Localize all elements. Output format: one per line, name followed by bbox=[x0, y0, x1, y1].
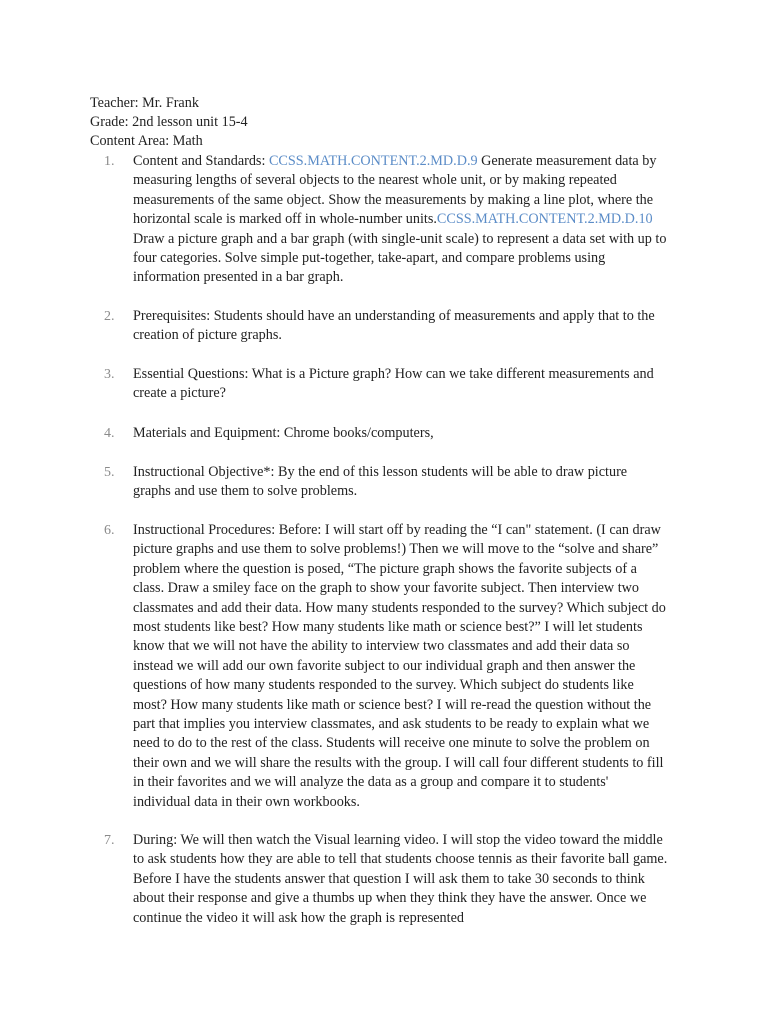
item-label: Content and Standards: bbox=[133, 153, 269, 169]
item-number: 4. bbox=[104, 426, 115, 441]
item-number: 3. bbox=[104, 367, 115, 382]
list-item-essential-questions bbox=[90, 365, 670, 404]
item-number: 5. bbox=[104, 465, 115, 480]
item-text: Instructional Objective*: By the end of this lesson students will be able to draw picture graphs and use them to solve problems. bbox=[133, 464, 628, 500]
standard-link-md-d-10[interactable]: CCSS.MATH.CONTENT.2.MD.D.10 bbox=[436, 211, 653, 228]
list-item-during bbox=[90, 831, 670, 928]
standard-text-md-d-10: Draw a picture graph and a bar graph (with single-unit scale) to represent a data set with up to four categories. Solve simple put-together, take-apart, and compare problems using information presented in a bar graph. bbox=[133, 230, 667, 286]
item-number: 7. bbox=[104, 833, 115, 848]
list-item-prerequisites bbox=[90, 307, 670, 346]
list-item-materials bbox=[90, 424, 670, 443]
item-number: 1. bbox=[104, 154, 115, 169]
item-text: Materials and Equipment: Chrome books/computers, bbox=[133, 425, 434, 441]
item-text: Instructional Procedures: Before: I will start off by reading the “I can" statement. (I can draw picture graphs and use them to solve problems!) Then we will move to the “solve and share” problem where the question is posed, “The picture graph shows the favorite subjects of a class. Draw a smiley face on the graph to show your favorite subject. Then interview two classmates and add their data. How many students responded to the survey? Which subject do most students like best? How many students like math or science best?” I will let students know that we will not have the ability to interview two classmates and add their data so instead we will add our own favorite subject to our individual graph and then answer the questions of how many students responded to the survey. Which subject do students like most? How many students like math or science best? I will re-read the question without the part that implies you interview classmates, and ask students to be ready to explain what we need to do to the rest of the class. Students will receive one minute to solve the problem on their own and we will share the results with the group. I will call four different students to fill in their favorites and we will analyze the data as a group and compare it to students' individual data in their own workbooks. bbox=[133, 522, 666, 810]
content-area-line: Content Area: Math bbox=[90, 133, 203, 149]
item-number: 6. bbox=[104, 523, 115, 538]
item-text: Prerequisites: Students should have an understanding of measurements and apply that to the creation of picture graphs. bbox=[133, 308, 655, 344]
standard-text-md-d-9: Generate measurement data by measuring lengths of several objects to the nearest whole unit, or by making repeated measurements of the same object. Show the measurements by making a line plot, where the horizontal scale is marked off in whole-number units. bbox=[133, 153, 657, 228]
teacher-line: Teacher: Mr. Frank bbox=[90, 95, 199, 111]
list-item-objective bbox=[90, 463, 670, 502]
item-number: 2. bbox=[104, 309, 115, 324]
list-item-content-standards bbox=[90, 152, 670, 288]
item-text: Essential Questions: What is a Picture graph? How can we take different measurements and create a picture? bbox=[133, 366, 654, 402]
grade-line: Grade: 2nd lesson unit 15-4 bbox=[90, 114, 248, 130]
list-item-procedures bbox=[90, 521, 670, 812]
standard-link-md-d-9[interactable]: CCSS.MATH.CONTENT.2.MD.D.9 bbox=[268, 153, 478, 169]
item-text: During: We will then watch the Visual learning video. I will stop the video toward the middle to ask students how they are able to tell that students choose tennis as their favorite ball game. Before I have the students answer that question I will ask them to take 30 seconds to think about their response and give a thumbs up when they think they have the answer. Once we continue the video it will ask how the graph is represented bbox=[133, 832, 668, 926]
item-text bbox=[133, 152, 668, 288]
